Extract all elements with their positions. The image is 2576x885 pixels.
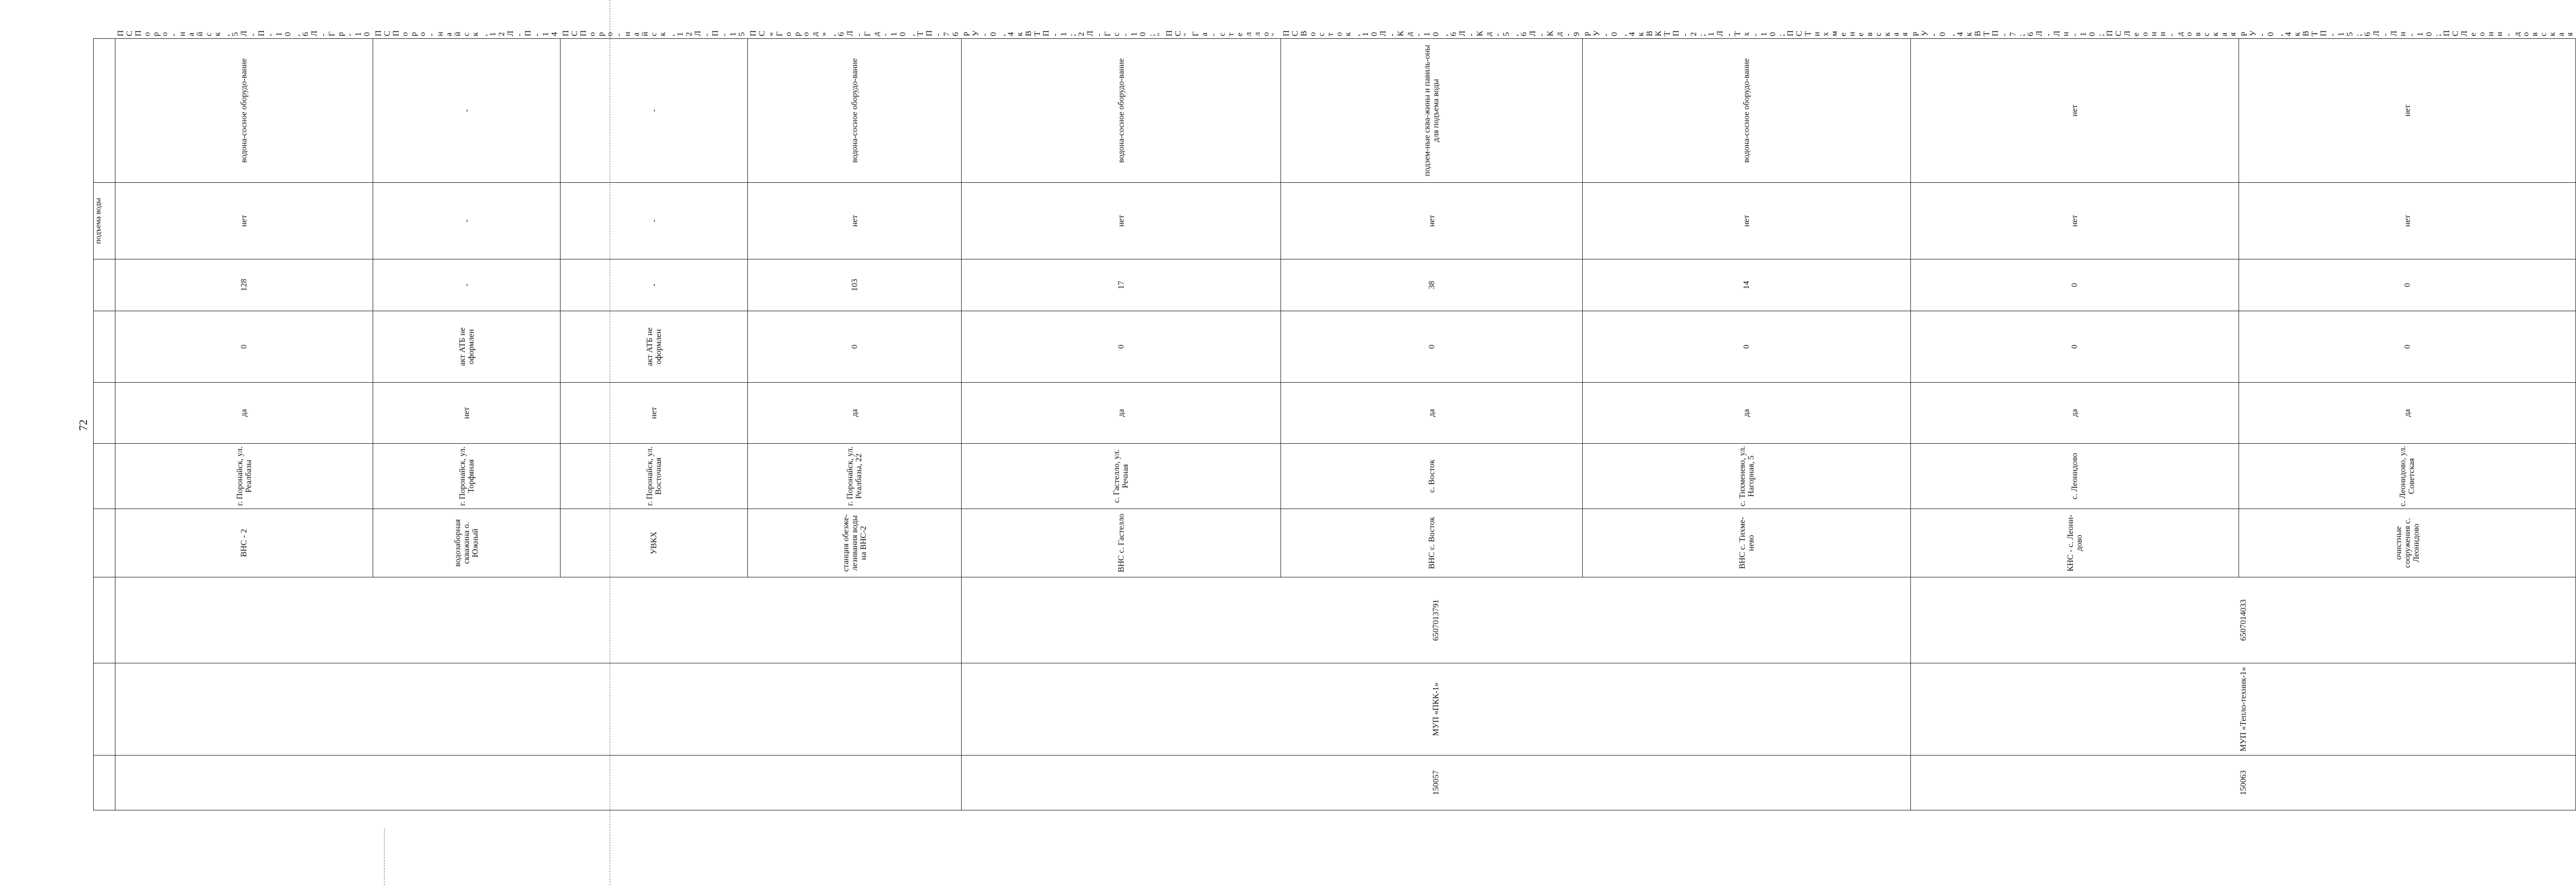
value2: 17 xyxy=(962,259,1281,311)
org-code: 150057 xyxy=(962,756,1911,810)
address: г. Поронайск, ул. Восточная xyxy=(561,444,748,509)
value2: - xyxy=(373,259,561,311)
value1: 0 xyxy=(1911,311,2239,383)
table-row: 150063 МУП «Тепло-техник-1» 6507014033 КНС - с. Леони-дово с. Леонидово да 0 0 нет нет РУ-0, 4 кВ ТП-7; 6Л-Лн-10; ПС Леони-довская xyxy=(1911,39,2239,810)
empty-cell xyxy=(94,509,115,577)
value2: - xyxy=(561,259,748,311)
facilities-table xyxy=(93,30,2576,810)
org-inn: 6507014033 xyxy=(1911,577,2576,663)
header-fragment: подъема воды xyxy=(94,183,115,259)
empty-cell xyxy=(94,383,115,444)
object-name: ВНС с. Восток xyxy=(1281,509,1583,577)
value2: 128 xyxy=(115,259,373,311)
flag: да xyxy=(1583,383,1911,444)
flag: нет xyxy=(373,383,561,444)
address: г. Поронайск, ул. Торфяная xyxy=(373,444,561,509)
page-number: 72 xyxy=(77,419,90,431)
table-row: ВНС с. Восток с. Восток да 0 38 нет подзем-ные сква-жины и павиль-оны для подъема воды ПС Восток, 10Л-Кд-10, 6Л-Кд-5, 6Л-Кд-9 xyxy=(1281,39,1583,810)
equipment: - xyxy=(561,39,748,183)
org-name: МУП «Тепло-техник-1» xyxy=(1911,663,2576,756)
object-name: ВНС - 2 xyxy=(115,509,373,577)
value2: 38 xyxy=(1281,259,1583,311)
empty-cell xyxy=(94,444,115,509)
value1: 0 xyxy=(2239,311,2576,383)
empty-cell xyxy=(115,756,962,810)
value2: 14 xyxy=(1583,259,1911,311)
object-name: станция обезже-лезивания воды на ВНС-2 xyxy=(748,509,962,577)
org-name: МУП «ПКК-1» xyxy=(962,663,1911,756)
equipment: водона-сосное оборудо-вание xyxy=(748,39,962,183)
rotated-table-container xyxy=(93,30,2574,810)
flag: да xyxy=(115,383,373,444)
flag: да xyxy=(748,383,962,444)
table-row: 150057 МУП «ПКК-1» 6507013791 ВНС с. Гастелло с. Гастелло, ул. Речная да 0 17 нет водона-сосное оборудо-вание РУ-0, 4кВ ТП-1; 2Л-Гс-10; "ПС "Га-стелло" xyxy=(962,39,1281,810)
table-row: ВНС с. Тихме-нево с. Тихменево, ул. Нагорная, 5 да 0 14 нет водона-сосное оборудо-вание РУ-0, 4 кВ КТП-2; 1Л-Тх-10; ПС Тихменевская xyxy=(1583,39,1911,810)
reserve: нет xyxy=(1583,183,1911,259)
value1: акт АТБ не оформлен xyxy=(373,311,561,383)
empty-cell xyxy=(94,311,115,383)
address: с. Леонидово, ул. Советская xyxy=(2239,444,2576,509)
address: с. Восток xyxy=(1281,444,1583,509)
equipment: водона-сосное оборудо-вание xyxy=(962,39,1281,183)
equipment: водона-сосное оборудо-вание xyxy=(1583,39,1911,183)
scan-artifact-line xyxy=(384,829,385,885)
empty-cell xyxy=(115,577,962,663)
empty-cell xyxy=(115,663,962,756)
object-name: ВНС с. Гастелло xyxy=(962,509,1281,577)
object-name: водозаборная скважина о. Южный xyxy=(373,509,561,577)
value1: 0 xyxy=(962,311,1281,383)
value1: 0 xyxy=(115,311,373,383)
value1: акт АТБ не оформлен xyxy=(561,311,748,383)
empty-cell xyxy=(94,577,115,663)
address: с. Гастелло, ул. Речная xyxy=(962,444,1281,509)
table-row: водозаборная скважина о. Южный г. Поронайск, ул. Торфяная нет акт АТБ не оформлен - - - ПС Поро-найск, 12Л-П-14 xyxy=(373,39,561,810)
flag: да xyxy=(2239,383,2576,444)
reserve: - xyxy=(373,183,561,259)
org-inn: 6507013791 xyxy=(962,577,1911,663)
equipment: водона-сосное оборудо-вание xyxy=(115,39,373,183)
flag: да xyxy=(1911,383,2239,444)
empty-cell xyxy=(94,259,115,311)
value1: 0 xyxy=(1583,311,1911,383)
object-name: КНС - с. Леони-дово xyxy=(1911,509,2239,577)
value2: 0 xyxy=(1911,259,2239,311)
flag: да xyxy=(1281,383,1583,444)
org-code: 150063 xyxy=(1911,756,2576,810)
reserve: нет xyxy=(2239,183,2576,259)
equipment: нет xyxy=(1911,39,2239,183)
address: г. Поронайск, ул. Реалбазы, 22 xyxy=(748,444,962,509)
table-top-row xyxy=(94,39,115,810)
object-name: УВКХ xyxy=(561,509,748,577)
table-row: очистные сооружения с. Леонидово с. Леонидово, ул. Советская да 0 0 нет нет РУ-0, 4 кВ ТП-15; 6Л-Лн-10; ПС Леони-довская xyxy=(2239,39,2576,810)
equipment: нет xyxy=(2239,39,2576,183)
object-name: ВНС с. Тихме-нево xyxy=(1583,509,1911,577)
value1: 0 xyxy=(1281,311,1583,383)
value1: 0 xyxy=(748,311,962,383)
object-name: очистные сооружения с. Леонидово xyxy=(2239,509,2576,577)
reserve: нет xyxy=(1911,183,2239,259)
equipment: - xyxy=(373,39,561,183)
empty-cell xyxy=(94,756,115,810)
table-row: станция обезже-лезивания воды на ВНС-2 г. Поронайск, ул. Реалбазы, 22 да 0 103 нет водона-сосное оборудо-вание ПС «Город», 6Л-Гд-10, ТП-76 xyxy=(748,39,962,810)
value2: 103 xyxy=(748,259,962,311)
reserve: нет xyxy=(115,183,373,259)
flag: да xyxy=(962,383,1281,444)
table-row: ВНС - 2 г. Поронайск, ул. Реалбазы да 0 128 нет водона-сосное оборудо-вание ПС Поро-найск, 5Л-П-10, 6Л-Гр-10 xyxy=(115,39,373,810)
empty-cell xyxy=(94,39,115,183)
address: с. Тихменево, ул. Нагорная, 5 xyxy=(1583,444,1911,509)
equipment: подзем-ные сква-жины и павиль-оны для подъема воды xyxy=(1281,39,1583,183)
reserve: нет xyxy=(1281,183,1583,259)
table-row: УВКХ г. Поронайск, ул. Восточная нет акт АТБ не оформлен - - - ПС Поро-найск, 12Л-П-15 xyxy=(561,39,748,810)
value2: 0 xyxy=(2239,259,2576,311)
flag: нет xyxy=(561,383,748,444)
empty-cell xyxy=(94,663,115,756)
address: г. Поронайск, ул. Реалбазы xyxy=(115,444,373,509)
reserve: - xyxy=(561,183,748,259)
address: с. Леонидово xyxy=(1911,444,2239,509)
reserve: нет xyxy=(748,183,962,259)
reserve: нет xyxy=(962,183,1281,259)
